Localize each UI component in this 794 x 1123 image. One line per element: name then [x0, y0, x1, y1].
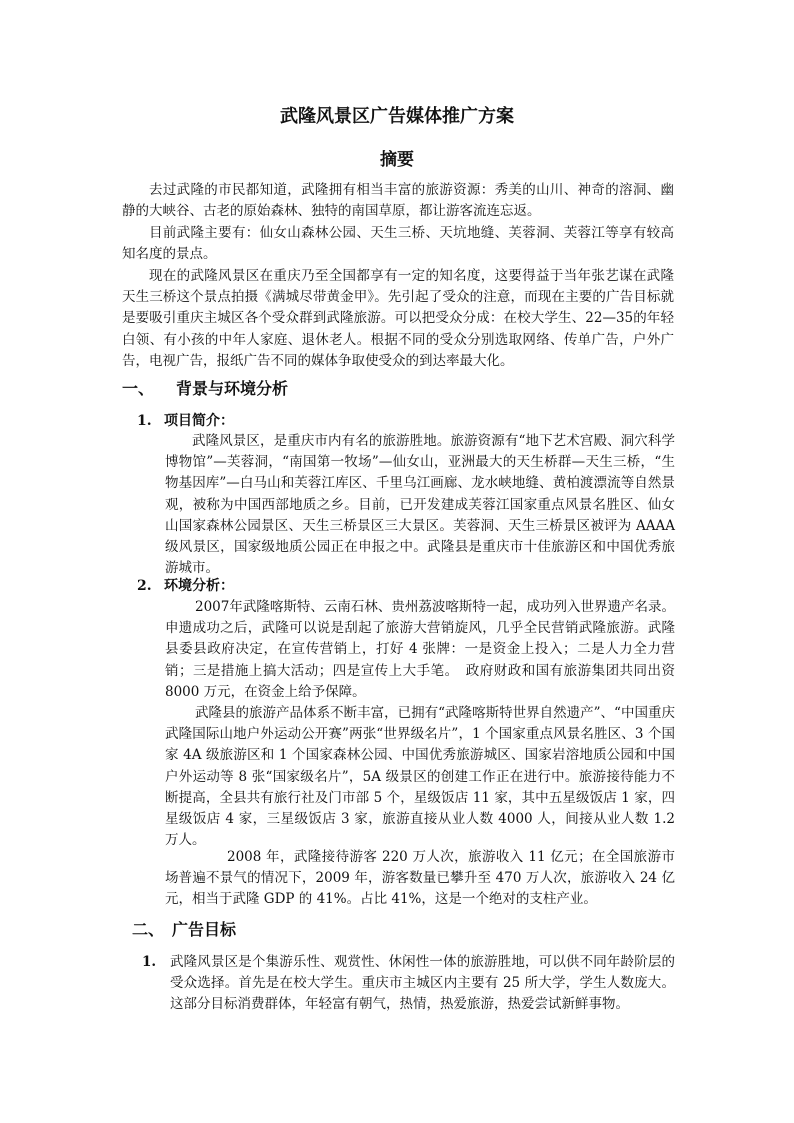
- subsection-1-heading: [137, 410, 234, 432]
- section-1-heading: [122, 377, 288, 401]
- section-2-number: 二、: [132, 920, 165, 939]
- environment-paragraph-3: 2008 年，武隆接待游客 220 万人次，旅游收入 11 亿元；在全国旅游市场普遍不景气的情况下，2009 年，游客数量已攀升至 470 万人次，旅游收入 24 亿元，相当于武隆 GDP 的 41%。占比 41%，这是一个绝对的支柱产业。: [165, 849, 675, 908]
- subsection-2-number: 2.: [137, 578, 152, 594]
- section-2-heading: [132, 918, 236, 942]
- subsection-2-title: 环境分析：: [164, 578, 234, 594]
- document-title: 武隆风景区广告媒体推广方案: [280, 106, 514, 127]
- subsection-1-number: 1.: [137, 413, 152, 429]
- project-intro-paragraph: 武隆风景区，是重庆市内有名的旅游胜地。旅游资源有“地下艺术宫殿、洞穴科学博物馆”—芙蓉洞，“南国第一牧场”—仙女山，亚洲最大的天生桥群—天生三桥，“生物基因库”—白马山和芙蓉江库区、千里乌江画廊、龙水峡地缝、黄柏渡漂流等自然景观，被称为中国西部地质之乡。目前，已开发建成芙蓉江国家重点风景名胜区、仙女山国家森林公园景区、天生三桥景区三大景区。芙蓉洞、天生三桥景区被评为 AAAA 级风景区，国家级地质公园正在申报之中。武隆县是重庆市十佳旅游区和中国优秀旅游城市。: [165, 433, 675, 577]
- section-2-title: 广告目标: [172, 920, 237, 939]
- abstract-heading: 摘要: [380, 150, 414, 170]
- section-1-number: 一、: [122, 379, 155, 398]
- environment-paragraph-2: 武隆县的旅游产品体系不断丰富，已拥有“武隆喀斯特世界自然遗产”、“中国重庆武隆国际山地户外运动公开赛”两张“世界级名片”，1 个国家重点风景名胜区、3 个国家 4A 级旅游区和 1 个国家森林公园、中国优秀旅游城区、国家岩溶地质公园和中国户外运动等 8 张“国家级名片”，5A 级景区的创建工作正在进行中。旅游接待能力不断提高，全县共有旅行社及门市部 5 个，星级饭店 11 家，其中五星级饭店 1 家，四星级饭店 4 家，三星级饭店 3 家，旅游直接从业人数 4000 人，间接从业人数 1.2 万人。: [165, 705, 675, 849]
- environment-paragraph-1: 2007年武隆喀斯特、云南石林、贵州荔波喀斯特一起，成功列入世界遗产名录。申遗成功之后，武隆可以说是刮起了旅游大营销旋风，几乎全民营销武隆旅游。武隆县委县政府决定，在宣传营销上，打好 4 张牌：一是资金上投入；二是人力全力营销；三是措施上搞大活动；四是宣传上大手笔。 政府财政和国有旅游集团共同出资 8000 万元，在资金上给予保障。: [165, 599, 675, 700]
- abstract-paragraph-1: 去过武隆的市民都知道，武隆拥有相当丰富的旅游资源：秀美的山川、神奇的溶洞、幽静的大峡谷、古老的原始森林、独特的南国草原，都让游客流连忘返。: [122, 182, 674, 220]
- section-1-title: 背景与环境分析: [176, 379, 289, 398]
- abstract-paragraph-2: 目前武隆主要有：仙女山森林公园、天生三桥、天坑地缝、芙蓉洞、芙蓉江等享有较高知名度的景点。: [122, 225, 674, 263]
- ad-goal-item-1: [142, 952, 675, 1016]
- ad-goal-item-1-number: 1.: [142, 954, 157, 970]
- subsection-2-heading: [137, 575, 234, 597]
- abstract-paragraph-3: 现在的武隆风景区在重庆乃至全国都享有一定的知名度，这要得益于当年张艺谋在武隆天生三桥这个景点拍摄《满城尽带黄金甲》。先引起了受众的注意，而现在主要的广告目标就是要吸引重庆主城区各个受众群到武隆旅游。可以把受众分成：在校大学生、22—35的年轻白领、有小孩的中年人家庭、退休老人。根据不同的受众分别选取网络、传单广告，户外广告，电视广告，报纸广告不同的媒体争取使受众的到达率最大化。: [122, 268, 674, 369]
- ad-goal-item-1-text: 武隆风景区是个集游乐性、观赏性、休闲性一体的旅游胜地，可以供不同年龄阶层的受众选择。首先是在校大学生。重庆市主城区内主要有 25 所大学，学生人数庞大。这部分目标消费群体，年轻富有朝气，热情，热爱旅游，热爱尝试新鲜事物。: [170, 954, 675, 1013]
- subsection-1-title: 项目简介：: [164, 413, 234, 429]
